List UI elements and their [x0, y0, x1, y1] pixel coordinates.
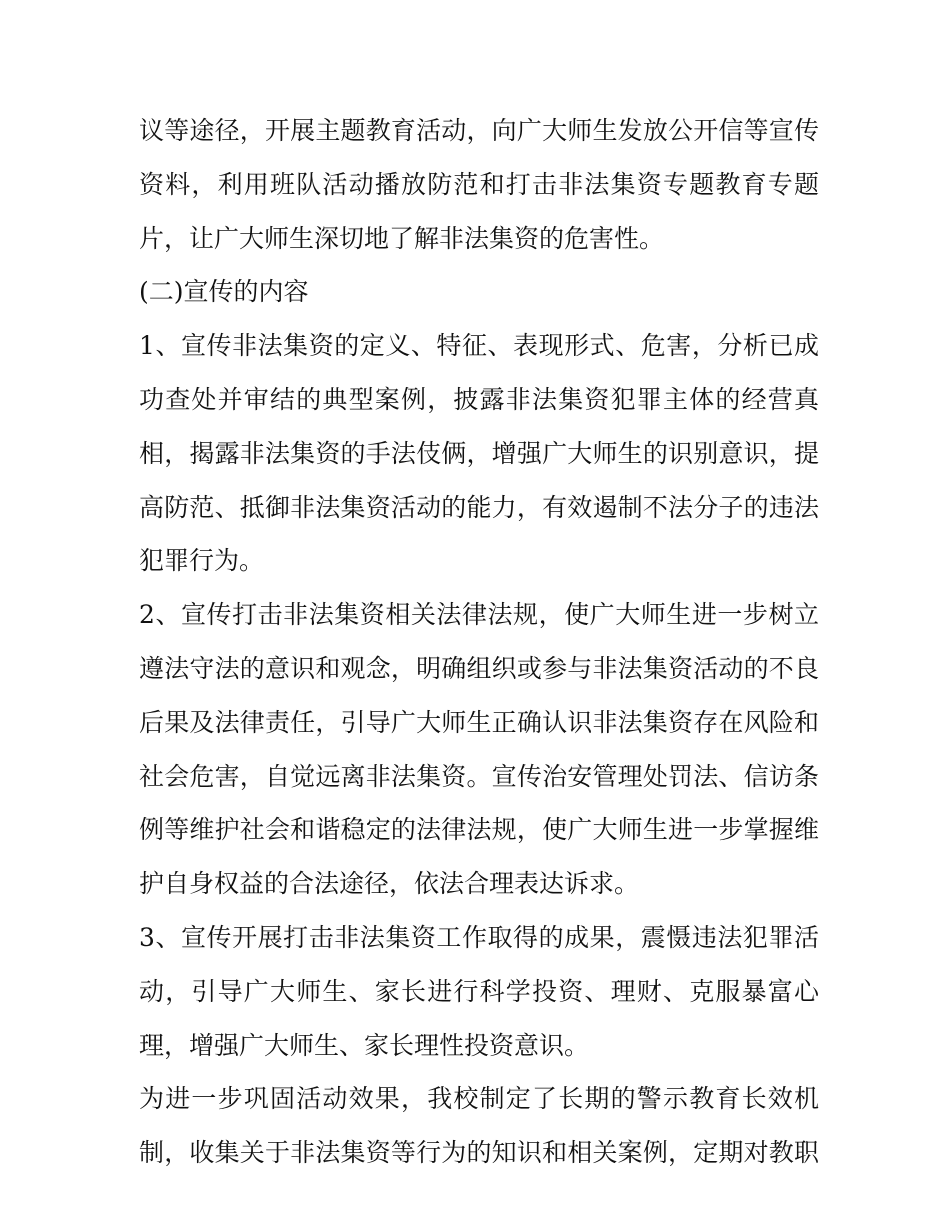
text-line: 资料，利用班队活动播放防范和打击非法集资专题教育专题	[139, 169, 819, 199]
text-line: 例等维护社会和谐稳定的法律法规，使广大师生进一步掌握维	[139, 815, 819, 845]
text-line: 2、宣传打击非法集资相关法律法规，使广大师生进一步树立	[139, 600, 819, 630]
text-line: 高防范、抵御非法集资活动的能力，有效遏制不法分子的违法	[139, 492, 819, 522]
text-line: 动，引导广大师生、家长进行科学投资、理财、克服暴富心	[139, 976, 819, 1006]
text-line: 护自身权益的合法途径，依法合理表达诉求。	[139, 869, 640, 899]
text-line: 制，收集关于非法集资等行为的知识和相关案例，定期对教职	[139, 1138, 819, 1168]
text-line: 1、宣传非法集资的定义、特征、表现形式、危害，分析已成	[139, 331, 819, 361]
text-line: 社会危害，自觉远离非法集资。宣传治安管理处罚法、信访条	[139, 761, 819, 791]
text-line: 为进一步巩固活动效果，我校制定了长期的警示教育长效机	[139, 1084, 819, 1114]
section-heading: (二)宣传的内容	[139, 277, 309, 307]
text-line: 犯罪行为。	[139, 546, 265, 576]
text-line: 片，让广大师生深切地了解非法集资的危害性。	[139, 223, 665, 253]
document-body	[139, 104, 819, 1180]
text-line: 理，增强广大师生、家长理性投资意识。	[139, 1030, 590, 1060]
text-line: 3、宣传开展打击非法集资工作取得的成果，震慑违法犯罪活	[139, 922, 819, 952]
text-line: 遵法守法的意识和观念，明确组织或参与非法集资活动的不良	[139, 653, 819, 683]
text-line: 后果及法律责任，引导广大师生正确认识非法集资存在风险和	[139, 707, 819, 737]
text-line: 议等途径，开展主题教育活动，向广大师生发放公开信等宣传	[139, 116, 819, 145]
text-line: 相，揭露非法集资的手法伎俩，增强广大师生的识别意识，提	[139, 438, 819, 468]
text-line: 功查处并审结的典型案例，披露非法集资犯罪主体的经营真	[139, 384, 819, 414]
